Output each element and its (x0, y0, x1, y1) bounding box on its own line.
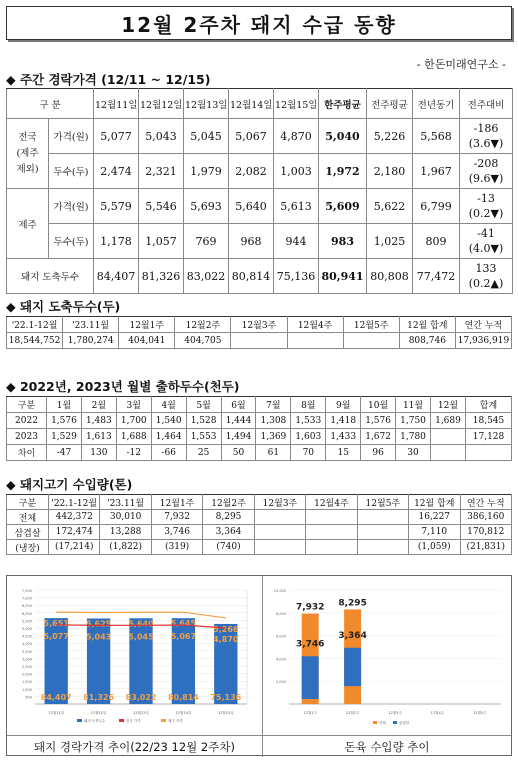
x-tick-label: 12월14일 (175, 711, 192, 715)
table-cell: 1,780,274 (63, 333, 119, 349)
header-cell: 1월 (47, 397, 82, 413)
table-cell: 1,972 (319, 154, 367, 189)
import-belly-bar (302, 656, 319, 699)
table-cell: 5,040 (319, 119, 367, 154)
table-cell (306, 540, 357, 555)
x-tick-label: 12월13일 (133, 711, 149, 715)
table-cell: 80,808 (367, 259, 413, 294)
table-cell: 809 (413, 224, 460, 259)
table-cell: 18,545 (466, 413, 512, 429)
table-cell: 80,941 (319, 259, 367, 294)
header-cell: 전주평균 (367, 89, 413, 119)
import-table (6, 494, 512, 555)
table-cell (287, 333, 343, 349)
table-cell: 1,528 (186, 413, 221, 429)
headcount-label: 80,814 (167, 693, 199, 702)
jeju-price-label: 5,640 (128, 619, 154, 629)
legend-swatch (119, 719, 124, 722)
x-tick-label: 12월15일 (217, 711, 234, 715)
table-cell: (냉장) (7, 540, 49, 555)
import-total-label: 8,295 (338, 598, 367, 609)
table-cell: 30,010 (100, 510, 151, 525)
table-cell: 차이 (7, 445, 47, 461)
table-cell: 5,077 (94, 119, 139, 154)
section-import-heading: ◆ 돼지고기 수입량(톤) (6, 477, 133, 492)
section-weekly-price-heading: ◆ 주간 경락가격 (12/11 ~ 12/15) (6, 72, 211, 87)
x-tick-label: 12월2주 (345, 711, 360, 715)
table-cell: 전체 (7, 510, 49, 525)
table-cell: 1,780 (396, 429, 431, 445)
national-price-label: 4,870 (213, 634, 239, 644)
table-cell: 75,136 (274, 259, 319, 294)
table-cell: 77,472 (413, 259, 460, 294)
table-cell: -47 (47, 445, 82, 461)
table-cell: 1,529 (47, 429, 82, 445)
table-cell: -12 (116, 445, 151, 461)
header-cell: 2월 (81, 397, 116, 413)
table-cell: 1,967 (413, 154, 460, 189)
diff-cell (460, 189, 513, 224)
national-price-label: 5,043 (85, 632, 112, 642)
y-tick-label: 500 (25, 695, 32, 700)
legend-label: 삼겹살 (399, 721, 410, 725)
price-bar (87, 619, 110, 705)
header-cell: 12월13일 (184, 89, 229, 119)
table-cell: 84,407 (94, 259, 139, 294)
table-cell (343, 333, 399, 349)
row-label: 두수(두) (49, 224, 94, 259)
y-tick-label: 7,500 (21, 589, 32, 593)
table-cell: 1,576 (47, 413, 82, 429)
table-cell: 1,178 (94, 224, 139, 259)
y-tick-label: 2,500 (21, 665, 32, 669)
table-cell: 81,326 (139, 259, 184, 294)
table-cell: 5,622 (367, 189, 413, 224)
legend-label: 전국 가격 (126, 719, 141, 723)
page-title (6, 6, 512, 40)
header-cell: 12월5주 (357, 495, 408, 510)
y-tick-label: 6,000 (21, 611, 32, 616)
region-line: 제외) (16, 163, 39, 175)
header-cell: 11월 (396, 397, 431, 413)
row-label: 가격(원) (49, 189, 94, 224)
header-cell: 3월 (116, 397, 151, 413)
row-label: 두수(두) (49, 154, 94, 189)
y-tick-label: 3,000 (21, 657, 32, 662)
table-cell: 442,372 (49, 510, 100, 525)
diff-pct: (9.6▼) (468, 172, 504, 185)
table-cell: 5,067 (229, 119, 274, 154)
table-cell: 5,579 (94, 189, 139, 224)
table-cell: 968 (229, 224, 274, 259)
table-cell: 1,444 (221, 413, 256, 429)
header-cell: 12월3주 (231, 317, 287, 333)
table-cell: 1,689 (430, 413, 465, 429)
table-cell: 1,613 (81, 429, 116, 445)
jeju-price-label: 5,651 (43, 619, 69, 629)
table-cell: -66 (151, 445, 186, 461)
organization: - 한돈미래연구소 - (416, 58, 506, 71)
diff-value: 133 (475, 262, 497, 275)
diff-value: -208 (473, 157, 499, 170)
header-cell: 12월2주 (175, 317, 231, 333)
x-tick-label: 12월1주 (303, 711, 317, 715)
import-belly-bar (344, 648, 361, 686)
y-tick-label: 2,000 (275, 680, 286, 685)
table-cell: 1,672 (361, 429, 396, 445)
table-cell: (17,214) (49, 540, 100, 555)
price-bar (129, 618, 152, 704)
region-line: (제주 (16, 147, 39, 159)
legend-swatch (77, 719, 82, 722)
table-cell: 808,746 (399, 333, 455, 349)
table-cell: 70 (291, 445, 326, 461)
table-cell: 5,609 (319, 189, 367, 224)
diff-pct: (0.2▲) (468, 277, 504, 290)
header-cell: 12월5주 (343, 317, 399, 333)
table-cell: 172,474 (49, 525, 100, 540)
table-cell: 18,544,752 (7, 333, 63, 349)
header-cell: 7월 (256, 397, 291, 413)
legend-label: 제주 가격 (168, 719, 183, 723)
y-tick-label: 8,000 (275, 611, 286, 616)
table-cell: 13,288 (100, 525, 151, 540)
table-cell: 404,705 (175, 333, 231, 349)
row-label: 가격(원) (49, 119, 94, 154)
y-tick-label: 4,500 (21, 634, 32, 639)
table-cell: 1,308 (256, 413, 291, 429)
y-tick-label: 3,500 (21, 649, 32, 654)
x-tick-label: 12월12일 (90, 711, 107, 715)
diff-value: -186 (473, 122, 499, 135)
national-price-label: 5,045 (128, 632, 154, 642)
legend-label: 전체 (379, 721, 386, 725)
header-cell: 12월14일 (229, 89, 274, 119)
table-cell: 1,750 (396, 413, 431, 429)
diff-pct: (3.6▼) (468, 137, 504, 150)
table-cell: 1,433 (326, 429, 361, 445)
headcount-label: 83,022 (125, 693, 157, 702)
table-cell: 5,546 (139, 189, 184, 224)
header-cell: 전주대비 (460, 89, 513, 119)
table-cell: 5,043 (139, 119, 184, 154)
headcount-label: 84,407 (40, 693, 72, 702)
headcount-label: 81,326 (83, 693, 115, 702)
table-cell: 삼겹살 (7, 525, 49, 540)
table-cell: 17,128 (466, 429, 512, 445)
table-cell: 1,700 (116, 413, 151, 429)
header-cell: '22.1-12월 (7, 317, 63, 333)
row-label: 돼지 도축두수 (7, 259, 94, 294)
table-cell: 1,979 (184, 154, 229, 189)
table-cell (306, 510, 357, 525)
table-cell: 1,688 (116, 429, 151, 445)
table-cell: (1,059) (409, 540, 460, 555)
table-cell (430, 445, 465, 461)
header-cell: 12월4주 (306, 495, 357, 510)
y-tick-label: 2,000 (21, 672, 32, 677)
header-cell: 12월15일 (274, 89, 319, 119)
header-cell: 12월 합계 (399, 317, 455, 333)
table-cell: 170,812 (460, 525, 512, 540)
diff-value: -41 (477, 227, 495, 240)
table-cell: 1,369 (256, 429, 291, 445)
legend-swatch (161, 719, 166, 722)
slaughter-table (6, 316, 512, 349)
import-belly-label: 3,364 (338, 630, 367, 641)
header-cell: 12월12일 (139, 89, 184, 119)
y-tick-label: 1,000 (21, 687, 32, 692)
table-cell: 1,418 (326, 413, 361, 429)
y-tick-label: 4,000 (275, 657, 286, 662)
table-cell: 5,045 (184, 119, 229, 154)
monthly-shipment-table (6, 396, 512, 461)
header-cell: 9월 (326, 397, 361, 413)
table-cell: (21,831) (460, 540, 512, 555)
table-cell: 17,936,919 (455, 333, 511, 349)
table-cell: (1,822) (100, 540, 151, 555)
section-slaughter-heading: ◆ 돼지 도축두수(두) (6, 299, 121, 314)
header-cell: 구분 (7, 495, 49, 510)
import-chart-panel (263, 576, 511, 757)
y-tick-label: 5,000 (21, 627, 32, 631)
header-cell: 12월2주 (203, 495, 254, 510)
header-cell: 12월3주 (254, 495, 305, 510)
header-cell: 구분 (7, 397, 47, 413)
diff-cell (460, 154, 513, 189)
y-tick-label: 6,000 (275, 634, 286, 639)
x-tick-label: 12월11일 (48, 711, 65, 715)
table-cell: 1,025 (367, 224, 413, 259)
x-tick-label: 12월5주 (473, 711, 487, 715)
weekly-price-table (6, 88, 513, 294)
diff-pct: (4.0▼) (468, 242, 504, 255)
header-cell: 12월11일 (94, 89, 139, 119)
table-cell: 2023 (7, 429, 47, 445)
table-cell: 1,533 (291, 413, 326, 429)
table-cell: 7,932 (151, 510, 202, 525)
table-cell (466, 445, 512, 461)
header-cell: 연간 누적 (455, 317, 511, 333)
price-chart-panel (7, 576, 263, 757)
headcount-label: 75,136 (210, 693, 242, 702)
table-cell (306, 525, 357, 540)
y-tick-label: 5,500 (21, 619, 32, 624)
header-cell: 전년동기 (413, 89, 460, 119)
table-cell: (319) (151, 540, 202, 555)
header-cell: 4월 (151, 397, 186, 413)
table-cell: 983 (319, 224, 367, 259)
section-monthly-shipment-heading: ◆ 2022년, 2023년 월별 출하두수(천두) (6, 379, 240, 394)
header-cell: 합계 (466, 397, 512, 413)
table-cell (357, 540, 408, 555)
y-tick-label: 6,500 (21, 604, 32, 609)
region-jeju: 제주 (7, 189, 49, 259)
header-cell: '22.1-12월 (49, 495, 100, 510)
diff-cell (460, 259, 513, 294)
import-belly-label: 3,746 (295, 639, 325, 650)
y-tick-label: 7,000 (21, 596, 32, 601)
region-line: 전국 (18, 131, 37, 143)
table-cell: 30 (396, 445, 431, 461)
table-cell: 2,082 (229, 154, 274, 189)
header-cell: 구 분 (7, 89, 94, 119)
import-total-label: 7,932 (295, 602, 325, 613)
header-cell: 한주평균 (319, 89, 367, 119)
price-chart (7, 576, 262, 734)
table-cell: 25 (186, 445, 221, 461)
header-cell: 12월4주 (287, 317, 343, 333)
table-cell: 1,494 (221, 429, 256, 445)
diff-cell (460, 119, 513, 154)
table-cell: 83,022 (184, 259, 229, 294)
table-cell: 50 (221, 445, 256, 461)
table-cell: (740) (203, 540, 254, 555)
table-cell: 6,799 (413, 189, 460, 224)
legend-swatch (373, 721, 377, 724)
charts-area (6, 575, 512, 756)
jeju-price-label: 5,645 (170, 619, 197, 629)
table-cell: 61 (256, 445, 291, 461)
x-tick-label: 12월3주 (388, 711, 402, 715)
header-cell: 6월 (221, 397, 256, 413)
legend-label: 돼지 도축두수 (84, 719, 106, 723)
table-cell: 8,295 (203, 510, 254, 525)
jeju-price-label: 5,266 (213, 624, 239, 634)
header-cell: 12월1주 (119, 317, 175, 333)
national-price-label: 5,067 (170, 631, 197, 641)
table-cell: 5,226 (367, 119, 413, 154)
y-tick-label: 4,000 (21, 642, 32, 647)
table-cell: 1,464 (151, 429, 186, 445)
page-title-text: 12월 2주차 돼지 수급 동향 (121, 12, 397, 37)
table-cell: 16,227 (409, 510, 460, 525)
diff-cell (460, 224, 513, 259)
table-cell: 1,576 (361, 413, 396, 429)
table-cell: 130 (81, 445, 116, 461)
table-cell: 5,640 (229, 189, 274, 224)
y-tick-label: 1,500 (21, 680, 32, 685)
table-cell (357, 525, 408, 540)
header-cell: '23.11월 (100, 495, 151, 510)
import-chart-caption: 돈육 수입량 추이 (263, 735, 511, 757)
table-cell: 2022 (7, 413, 47, 429)
table-cell: 5,613 (274, 189, 319, 224)
price-chart-caption: 돼지 경락가격 추이(22/23 12월 2주차) (7, 735, 262, 757)
legend-swatch (393, 721, 397, 724)
region-national (7, 119, 49, 189)
table-cell: 80,814 (229, 259, 274, 294)
header-cell: 연간 누적 (460, 495, 512, 510)
header-cell: 10월 (361, 397, 396, 413)
table-cell (254, 525, 305, 540)
table-cell: 7,110 (409, 525, 460, 540)
table-cell: 1,603 (291, 429, 326, 445)
table-cell: 2,321 (139, 154, 184, 189)
table-cell (357, 510, 408, 525)
table-cell: 3,364 (203, 525, 254, 540)
table-cell (254, 510, 305, 525)
table-cell: 404,041 (119, 333, 175, 349)
table-cell: 944 (274, 224, 319, 259)
table-cell: 5,568 (413, 119, 460, 154)
header-cell: 5월 (186, 397, 221, 413)
diff-pct: (0.2▼) (468, 207, 504, 220)
table-cell: 769 (184, 224, 229, 259)
header-cell: 12월 (430, 397, 465, 413)
header-cell: 12월 합계 (409, 495, 460, 510)
table-cell: 2,180 (367, 154, 413, 189)
table-cell (231, 333, 287, 349)
jeju-price-label: 5,625 (85, 619, 112, 629)
y-tick-label: 10,000 (273, 589, 286, 593)
table-cell (430, 429, 465, 445)
header-cell: 12월1주 (151, 495, 202, 510)
national-price-label: 5,077 (43, 631, 69, 641)
table-cell: 386,160 (460, 510, 512, 525)
table-cell: 3,746 (151, 525, 202, 540)
table-cell: 1,553 (186, 429, 221, 445)
table-cell: 1,003 (274, 154, 319, 189)
table-cell: 96 (361, 445, 396, 461)
table-cell: 1,540 (151, 413, 186, 429)
header-cell: 8월 (291, 397, 326, 413)
table-cell: 2,474 (94, 154, 139, 189)
table-cell (254, 540, 305, 555)
table-cell: 5,693 (184, 189, 229, 224)
table-cell: 1,483 (81, 413, 116, 429)
table-cell: 4,870 (274, 119, 319, 154)
table-cell: 15 (326, 445, 361, 461)
import-chart (263, 576, 511, 734)
table-cell: 1,057 (139, 224, 184, 259)
x-tick-label: 12월4주 (430, 711, 445, 715)
header-cell: '23.11월 (63, 317, 119, 333)
diff-value: -13 (477, 192, 495, 205)
